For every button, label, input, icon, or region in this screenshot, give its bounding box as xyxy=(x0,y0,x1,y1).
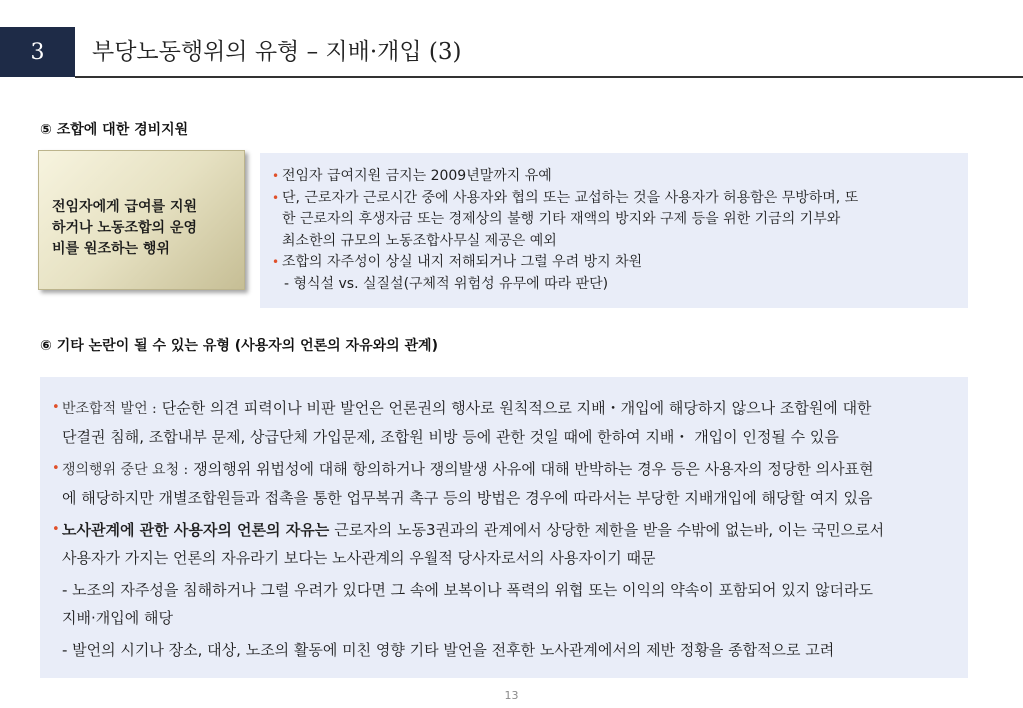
sub-item-line xyxy=(52,576,956,604)
sub-item-line xyxy=(52,604,956,632)
list-item xyxy=(52,455,956,512)
list-item-line xyxy=(52,484,956,512)
page-number: 13 xyxy=(504,689,519,702)
list-item-text: 전임자 급여지원 금지는 2009년말까지 유예 xyxy=(282,168,552,184)
list-item-text: 조합의 자주성이 상실 내지 저해되거나 그럴 우려 방지 차원 xyxy=(282,254,643,270)
list-item-line xyxy=(52,423,956,451)
item-emphasis: 노사관계에 관한 사용자의 언론의 자유는 xyxy=(62,521,330,539)
list-item-continuation xyxy=(272,231,958,253)
list-item-text: 단결권 침해, 조합내부 문제, 상급단체 가입문제, 조합원 비방 등에 관한 것일 때에 한하여 지배・ 개입이 인정될 수 있음 xyxy=(62,428,839,446)
list-item-text: 근로자의 노동3권과의 관계에서 상당한 제한을 받을 수밖에 없는바, 이는 국민으로서 xyxy=(334,521,885,539)
section-number: 3 xyxy=(30,39,45,65)
definition-text xyxy=(52,197,197,260)
definition-line: 전임자에게 급여를 지원 xyxy=(52,199,197,215)
sub-item-text: - 노조의 자주성을 침해하거나 그럴 우려가 있다면 그 속에 보복이나 폭력의 위협 또는 이익의 약속이 포함되어 있지 않더라도 xyxy=(62,581,873,599)
sub-note: - 형식설 vs. 실질설(구체적 위험성 유무에 따라 판단) xyxy=(284,275,609,292)
bullet-icon: • xyxy=(272,190,280,205)
list-item-text: 에 해당하지만 개별조합원들과 접촉을 통한 업무복귀 촉구 등의 방법은 경우에 따라서는 부당한 지배개입에 해당할 여지 있음 xyxy=(62,489,873,507)
list-item-text: 사용자가 가지는 언론의 자유라기 보다는 노사관계의 우월적 당사자로서의 사용자이기 때문 xyxy=(62,549,656,567)
speech-details-panel xyxy=(40,377,968,678)
item-label: 반조합적 발언 : xyxy=(62,401,157,417)
list-item-text: 단순한 의견 피력이나 비판 발언은 언론권의 행사로 원칙적으로 지배・개입에 해당하지 않으나 조합원에 대한 xyxy=(161,399,872,417)
definition-line: 비를 원조하는 행위 xyxy=(52,241,170,257)
list-item xyxy=(272,166,958,188)
section-heading-speech: ⑥ 기타 논란이 될 수 있는 유형 (사용자의 언론의 자유와의 관계) xyxy=(40,338,438,354)
list-item xyxy=(52,516,956,572)
slide-title: 부당노동행위의 유형 – 지배·개입 (3) xyxy=(92,39,462,65)
title-underline xyxy=(75,76,1023,78)
sub-item xyxy=(52,576,956,632)
list-item-line xyxy=(52,516,956,544)
definition-line: 하거나 노동조합의 운영 xyxy=(52,220,197,236)
list-item xyxy=(272,252,958,274)
bullet-icon: • xyxy=(52,522,60,537)
list-item-continuation xyxy=(272,209,958,231)
list-item-text: 최소한의 규모의 노동조합사무실 제공은 예외 xyxy=(282,232,557,249)
item-label: 쟁의행위 중단 요청 : xyxy=(62,462,189,478)
sub-item-line xyxy=(52,636,956,664)
sub-item-text: 지배·개입에 해당 xyxy=(62,609,173,627)
section-heading-funding: ⑤ 조합에 대한 경비지원 xyxy=(40,122,189,138)
bullet-icon: • xyxy=(272,255,280,269)
bullet-icon: • xyxy=(52,461,60,476)
sub-item-text: - 발언의 시기나 장소, 대상, 노조의 활동에 미친 영향 기타 발언을 전후한 노사관계에서의 제반 정황을 종합적으로 고려 xyxy=(62,641,835,659)
list-item-line xyxy=(52,394,956,423)
list-item xyxy=(272,188,958,210)
list-item xyxy=(52,394,956,451)
list-item-text: 단, 근로자가 근로시간 중에 사용자와 협의 또는 교섭하는 것을 사용자가 허용함은 무방하며, 또 xyxy=(282,189,859,206)
list-item-text: 한 근로자의 후생자금 또는 경제상의 불행 기타 재액의 방지와 구제 등을 위한 기금의 기부와 xyxy=(282,211,841,227)
list-item-line xyxy=(52,544,956,572)
sub-item xyxy=(52,636,956,664)
definition-box xyxy=(38,150,245,290)
bullet-icon: • xyxy=(52,400,60,415)
bullet-icon: • xyxy=(272,169,280,183)
list-item-text: 쟁의행위 위법성에 대해 항의하거나 쟁의발생 사유에 대해 반박하는 경우 등은 사용자의 정당한 의사표현 xyxy=(193,460,874,478)
section-number-badge xyxy=(0,27,75,77)
list-item-line xyxy=(52,455,956,484)
funding-details-panel xyxy=(260,153,968,308)
